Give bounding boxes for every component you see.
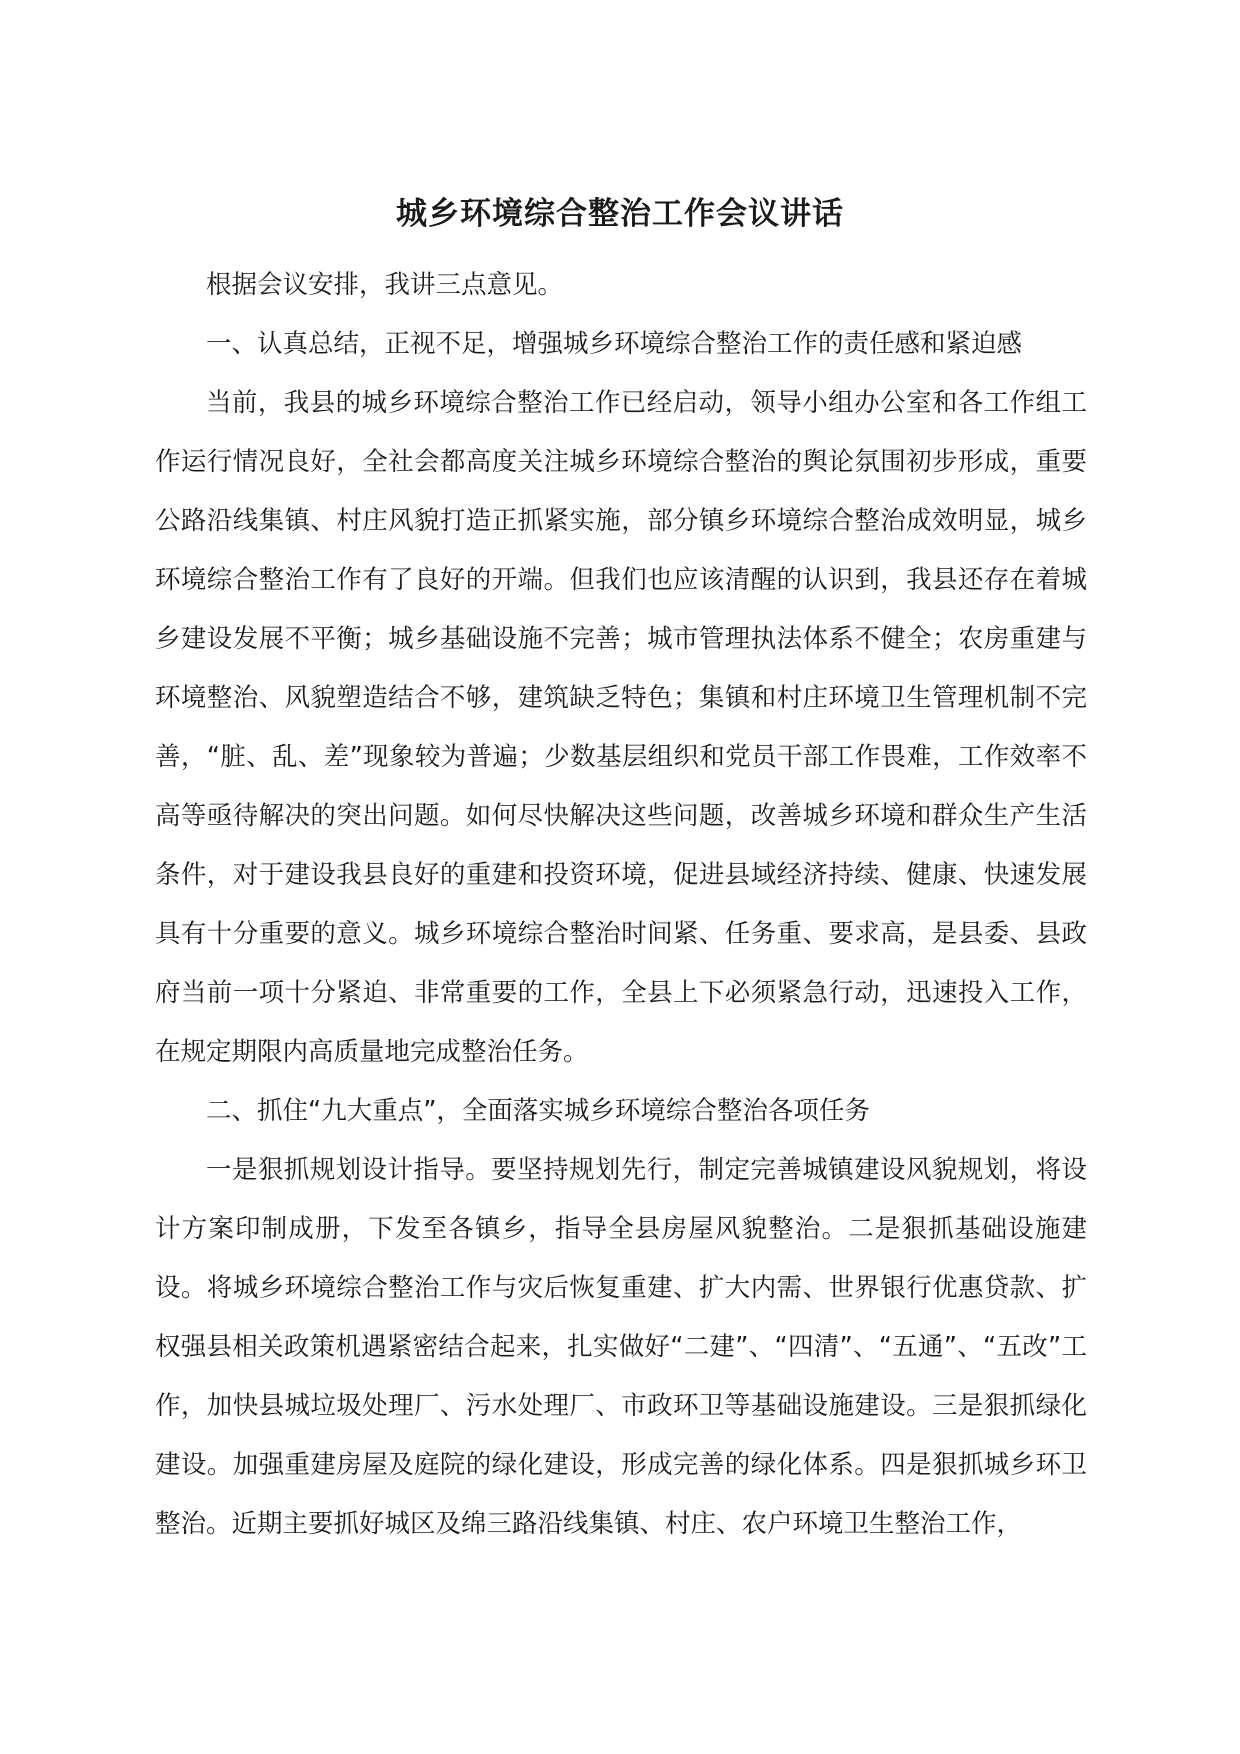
paragraph-key-tasks: 一是狠抓规划设计指导。要坚持规划先行，制定完善城镇建设风貌规划，将设计方案印制成册，下发至各镇乡，指导全县房屋风貌整治。二是狠抓基础设施建设。将城乡环境综合整治工作与灾后恢复重建、扩大内需、世界银行优惠贷款、扩权强县相关政策机遇紧密结合起来，扎实做好“二建”、“四清”、“五通”、“五改”工作，加快县城垃圾处理厂、污水处理厂、市政环卫等基础设施建设。三是狠抓绿化建设。加强重建房屋及庭院的绿化建设，形成完善的绿化体系。四是狠抓城乡环卫整治。近期主要抓好城区及绵三路沿线集镇、村庄、农户环境卫生整治工作， — [155, 1155, 1087, 1539]
section-heading-1: 一、认真总结，正视不足，增强城乡环境综合整治工作的责任感和紧迫感 — [206, 329, 1023, 359]
document-title: 城乡环境综合整治工作会议讲话 — [396, 196, 844, 232]
paragraph-intro: 根据会议安排，我讲三点意见。 — [206, 270, 564, 300]
section-heading-2: 二、抓住“九大重点”，全面落实城乡环境综合整治各项任务 — [206, 1096, 870, 1126]
document-body — [155, 256, 1087, 1554]
paragraph-current-status: 当前，我县的城乡环境综合整治工作已经启动，领导小组办公室和各工作组工作运行情况良好，全社会都高度关注城乡环境综合整治的舆论氛围初步形成，重要公路沿线集镇、村庄风貌打造正抓紧实施，部分镇乡环境综合整治成效明显，城乡环境综合整治工作有了良好的开端。但我们也应该清醒的认识到，我县还存在着城乡建设发展不平衡；城乡基础设施不完善；城市管理执法体系不健全；农房重建与环境整治、风貌塑造结合不够，建筑缺乏特色；集镇和村庄环境卫生管理机制不完善，“脏、乱、差”现象较为普遍；少数基层组织和党员干部工作畏难，工作效率不高等亟待解决的突出问题。如何尽快解决这些问题，改善城乡环境和群众生产生活条件，对于建设我县良好的重建和投资环境，促进县域经济持续、健康、快速发展具有十分重要的意义。城乡环境综合整治时间紧、任务重、要求高，是县委、县政府当前一项十分紧迫、非常重要的工作，全县上下必须紧急行动，迅速投入工作，在规定期限内高质量地完成整治任务。 — [155, 388, 1087, 1067]
